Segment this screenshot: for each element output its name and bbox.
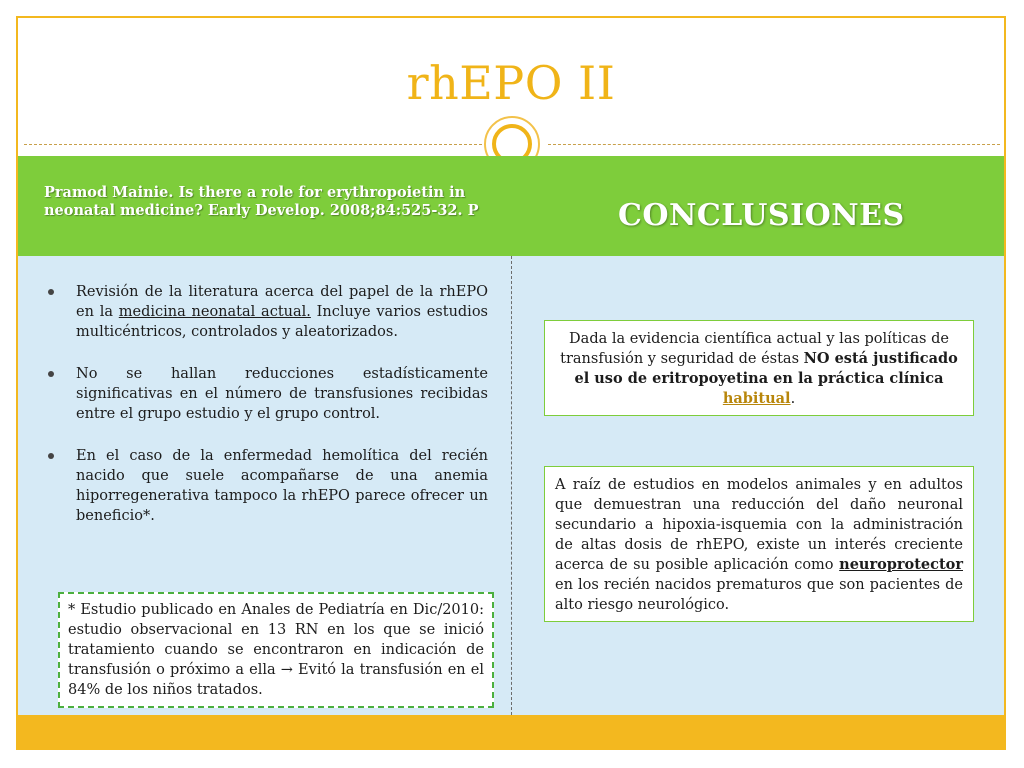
conclusion-bold-text: NO está justificado el uso de eritropoyetina en la práctica clínica <box>574 350 958 387</box>
underlined-phrase: medicina neonatal actual. <box>118 304 311 320</box>
slide-title: rhEPO II <box>406 56 616 110</box>
header-band <box>18 156 1004 256</box>
conclusion-period: . <box>790 391 796 407</box>
bullet-dot-icon <box>48 371 54 377</box>
conclusions-heading: CONCLUSIONES <box>618 198 905 233</box>
conclusion-text: en los recién nacidos prematuros que son pacientes de alto riesgo neurológico. <box>555 577 963 613</box>
conclusion-text: A raíz de estudios en modelos animales y en adultos que demuestran una reducción del daño neuronal secundario a hipoxia-isquemia con la administración de altas dosis de rhEPO, existe un interés creciente acerca de su posible aplicación como <box>555 477 963 573</box>
bullet-text: En el caso de la enfermedad hemolítica del recién nacido que suele acompañarse de una anemia hiporregenerativa tampoco la rhEPO parece ofrecer un beneficio*. <box>76 448 488 524</box>
conclusion-text: Dada la evidencia científica actual y las políticas de transfusión y seguridad de éstas <box>560 331 949 367</box>
neuroprotector-term: neuroprotector <box>839 556 963 573</box>
slide-frame <box>16 16 1006 750</box>
bullet-item-literature-review <box>40 282 488 342</box>
bullet-item-no-reduction <box>40 364 488 424</box>
right-arrow-icon: → <box>280 662 293 678</box>
bullet-dot-icon <box>48 453 54 459</box>
footnote-text: Evitó la transfusión en el 84% de los niños tratados. <box>68 662 484 698</box>
bullet-text: Revisión de la literatura acerca del papel de la rhEPO en la <box>76 284 488 320</box>
bullet-dot-icon <box>48 289 54 295</box>
habitual-link[interactable]: habitual <box>722 390 791 407</box>
footer-band <box>18 715 1004 750</box>
title-divider-right <box>548 144 1000 145</box>
bullet-list <box>40 282 488 548</box>
conclusion-box-neuroprotector <box>544 466 974 622</box>
content-area <box>18 256 1004 715</box>
bullet-item-hemolytic-disease <box>40 446 488 526</box>
bullet-text: Incluye varios estudios multicéntricos, controlados y aleatorizados. <box>76 304 488 340</box>
citation-text: Pramod Mainie. Is there a role for erythropoietin in neonatal medicine? Early Develop. 2008;84:525-32. P <box>44 184 479 219</box>
footnote-box <box>58 592 494 708</box>
column-divider <box>511 256 512 715</box>
conclusion-box-not-justified <box>544 320 974 416</box>
bullet-text: No se hallan reducciones estadísticamente significativas en el número de transfusiones recibidas entre el grupo estudio y el grupo control. <box>76 366 488 422</box>
title-divider-left <box>24 144 492 145</box>
footnote-text: * Estudio publicado en Anales de Pediatría en Dic/2010: estudio observacional en 13 RN en los que se inició tratamiento cuando se encontraron en indicación de transfusión o próximo a ella <box>68 602 484 678</box>
